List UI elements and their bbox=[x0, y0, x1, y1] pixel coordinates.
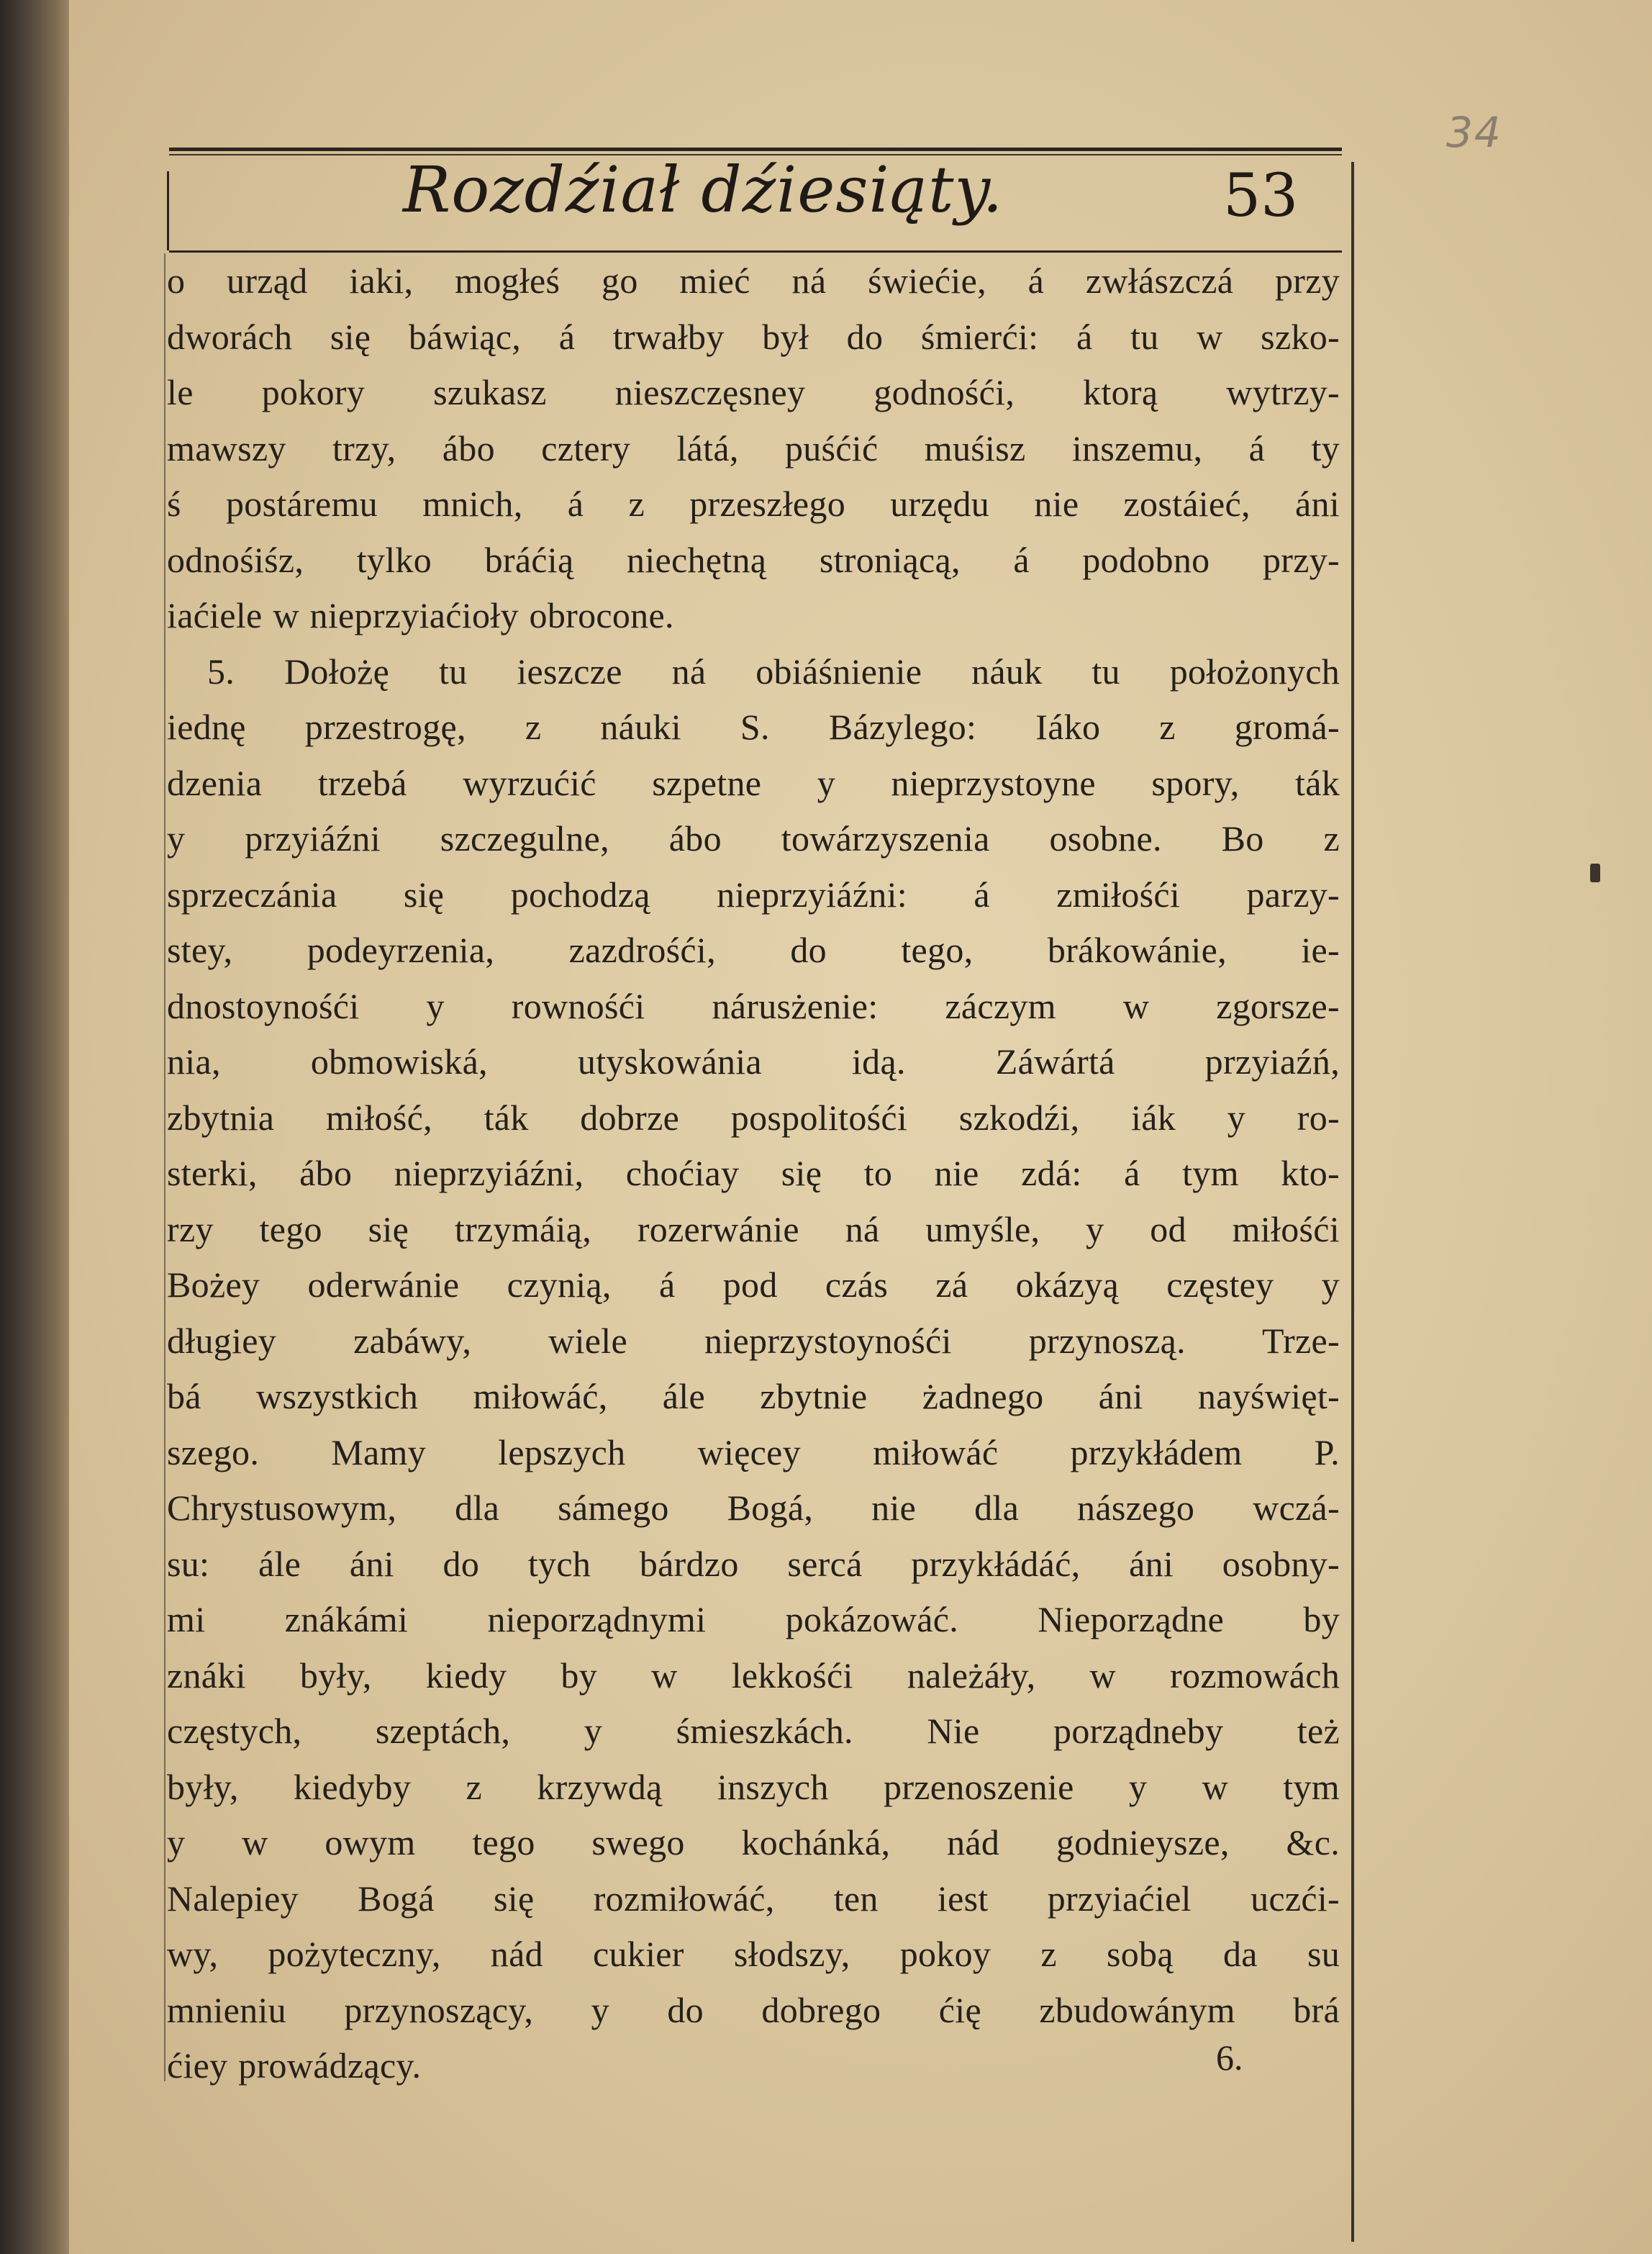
left-text-border bbox=[164, 253, 165, 2081]
text-line: znáki były, kiedy by w lekkośći należáły, w rozmowách bbox=[167, 1655, 1340, 1696]
text-line: su: ále áni do tych bárdzo sercá przykłádáć, áni osobny- bbox=[167, 1543, 1340, 1584]
header-left-border bbox=[167, 171, 169, 250]
text-line: dworách się báwiąc, á trwałby był do śmierći: á tu w szko- bbox=[167, 316, 1340, 357]
running-title: Rozdźiał dźiesiąty. bbox=[403, 153, 1004, 227]
page-number: 53 bbox=[1223, 162, 1299, 230]
text-line: y przyiáźni szczegulne, ábo towárzyszenia osobne. Bo z bbox=[167, 818, 1340, 859]
text-line: mawszy trzy, ábo cztery látá, puśćić muśisz inszemu, á ty bbox=[167, 427, 1340, 469]
text-line: ś postáremu mnich, á z przeszłego urzędu nie zostáieć, áni bbox=[167, 484, 1340, 524]
text-line: zbytnia miłość, ták dobrze pospolitośći szkodźi, iák y ro- bbox=[167, 1097, 1340, 1138]
catchword: 6. bbox=[1216, 2037, 1243, 2078]
text-line: sterki, ábo nieprzyiáźni, choćiay się to nie zdá: á tym kto- bbox=[167, 1153, 1340, 1193]
body-text bbox=[167, 253, 1340, 2094]
text-line: iednę przestrogę, z náuki S. Bázylego: Iáko z gromá- bbox=[167, 707, 1340, 747]
book-binding-shadow bbox=[0, 0, 79, 2254]
text-line: wy, pożyteczny, nád cukier słodszy, pokoy z sobą da su bbox=[167, 1934, 1340, 1974]
right-page-border bbox=[1351, 162, 1354, 2242]
text-line: długiey zabáwy, wiele nieprzystoynośći przynoszą. Trze- bbox=[167, 1320, 1340, 1361]
header-underline bbox=[169, 250, 1342, 253]
text-line: le pokory szukasz nieszczęsney godnośći, ktorą wytrzy- bbox=[167, 372, 1340, 412]
text-line: rzy tego się trzymáią, rozerwánie ná umyśle, y od miłośći bbox=[167, 1208, 1340, 1249]
text-line: y w owym tego swego kochánká, nád godnieysze, &c. bbox=[167, 1822, 1340, 1863]
text-line: odnośiśz, tylko bráćią niechętną stroniącą, á podobno przy- bbox=[167, 539, 1340, 580]
text-line: dnostoynośći y rownośći nárusżenie: záczym w zgorsze- bbox=[167, 985, 1340, 1026]
text-line: iaćiele w nieprzyiaćioły obrocone. bbox=[167, 595, 674, 635]
pencil-folio-number: 34 bbox=[1446, 108, 1502, 157]
text-line: Nalepiey Bogá się rozmiłowáć, ten iest przyiaćiel uczći- bbox=[167, 1878, 1340, 1919]
text-line: dzenia trzebá wyrzućić szpetne y nieprzystoyne spory, ták bbox=[167, 762, 1340, 803]
text-line: stey, podeyrzenia, zazdrośći, do tego, brákowánie, ie- bbox=[167, 930, 1340, 970]
text-line-paragraph-start: 5. Dołożę tu ieszcze ná obiáśnienie náuk tu położonych bbox=[207, 651, 1340, 692]
text-line: mi znákámi nieporządnymi pokázowáć. Nieporządne by bbox=[167, 1599, 1340, 1639]
text-line: mnieniu przynoszący, y do dobrego ćię zbudowánym brá bbox=[167, 1989, 1340, 2030]
text-line: Chrystusowym, dla sámego Bogá, nie dla nászego wczá- bbox=[167, 1488, 1340, 1528]
text-line: nia, obmowiská, utyskowánia idą. Záwártá przyiaźń, bbox=[167, 1041, 1340, 1082]
text-line: były, kiedyby z krzywdą inszych przenoszenie y w tym bbox=[167, 1766, 1340, 1807]
header-rule bbox=[169, 148, 1342, 151]
text-line: bá wszystkich miłowáć, ále zbytnie żadnego áni nayświęt- bbox=[167, 1376, 1340, 1416]
text-line: sprzeczánia się pochodzą nieprzyiáźni: á zmiłośći parzy- bbox=[167, 874, 1340, 915]
text-line: szego. Mamy lepszych więcey miłowáć przykłádem P. bbox=[167, 1431, 1340, 1472]
text-line: ćiey prowádzący. bbox=[167, 2045, 422, 2086]
text-line: Bożey oderwánie czynią, á pod czás zá okázyą częstey y bbox=[167, 1264, 1340, 1305]
text-line: o urząd iaki, mogłeś go mieć ná świećie, á zwłászczá przy bbox=[167, 261, 1340, 301]
text-line: częstych, szeptách, y śmieszkách. Nie porządneby też bbox=[167, 1711, 1340, 1751]
ink-spot bbox=[1590, 864, 1600, 882]
